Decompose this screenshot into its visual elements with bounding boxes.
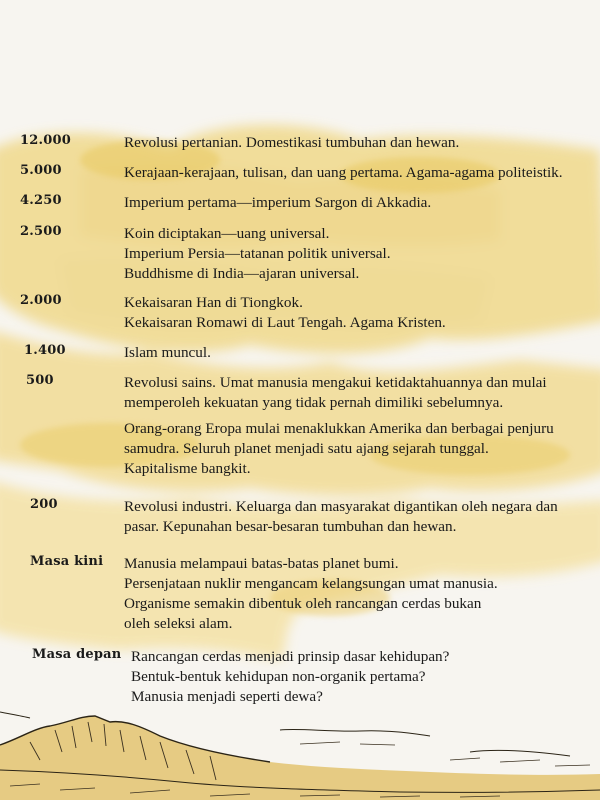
description-paragraph	[124, 224, 596, 284]
timeline-description	[124, 373, 596, 479]
description-paragraph	[124, 193, 596, 213]
description-paragraph	[124, 163, 596, 183]
description-line: Bentuk-bentuk kehidupan non-organik pertama?	[131, 668, 426, 685]
description-line: Imperium pertama—imperium Sargon di Akkadia.	[124, 194, 432, 211]
description-line: Buddhisme di India—ajaran universal.	[124, 265, 360, 282]
timeline-year: 12.000	[20, 133, 71, 148]
timeline-description	[124, 497, 596, 537]
description-paragraph	[131, 647, 600, 707]
timeline-year: Masa kini	[30, 554, 104, 569]
description-line: Organisme semakin dibentuk oleh rancangan cerdas bukan	[124, 595, 482, 612]
description-paragraph	[124, 419, 596, 479]
timeline-description	[124, 133, 596, 153]
description-paragraph	[124, 554, 596, 634]
description-paragraph	[124, 133, 596, 153]
description-line: Kapitalisme bangkit.	[124, 460, 251, 477]
timeline-description	[124, 293, 596, 333]
description-line: Imperium Persia—tatanan politik universal.	[124, 245, 391, 262]
timeline-year: 5.000	[20, 163, 62, 178]
description-line: Rancangan cerdas menjadi prinsip dasar kehidupan?	[131, 648, 450, 665]
description-paragraph	[124, 293, 596, 333]
timeline-description	[124, 163, 596, 183]
timeline-year: 2.000	[20, 293, 62, 308]
description-line: Koin diciptakan—uang universal.	[124, 225, 330, 242]
timeline-year: Masa depan	[32, 647, 122, 662]
description-line: Persenjataan nuklir mengancam kelangsungan umat manusia.	[124, 575, 498, 592]
description-line: Kekaisaran Romawi di Laut Tengah. Agama Kristen.	[124, 314, 446, 331]
description-line: Manusia melampaui batas-batas planet bumi.	[124, 555, 399, 572]
description-line: Orang-orang Eropa mulai menaklukkan Amerika dan berbagai penjuru	[124, 420, 554, 437]
description-line: Revolusi sains. Umat manusia mengakui ketidaktahuannya dan mulai	[124, 374, 547, 391]
description-line: samudra. Seluruh planet menjadi satu ajang sejarah tunggal.	[124, 440, 489, 457]
description-paragraph	[124, 373, 596, 413]
description-line: Islam muncul.	[124, 344, 211, 361]
timeline-description	[131, 647, 600, 707]
timeline-year: 1.400	[24, 343, 66, 358]
timeline-description	[124, 193, 596, 213]
timeline-description	[124, 554, 596, 634]
description-line: Kekaisaran Han di Tiongkok.	[124, 294, 303, 311]
timeline-year: 4.250	[20, 193, 62, 208]
description-line: Revolusi pertanian. Domestikasi tumbuhan dan hewan.	[124, 134, 460, 151]
timeline-description	[124, 343, 596, 363]
description-line: Revolusi industri. Keluarga dan masyarakat digantikan oleh negara dan	[124, 498, 558, 515]
timeline-year: 2.500	[20, 224, 62, 239]
description-paragraph	[124, 497, 596, 537]
description-paragraph	[124, 343, 596, 363]
description-line: Manusia menjadi seperti dewa?	[131, 688, 323, 705]
description-line: pasar. Kepunahan besar-besaran tumbuhan dan hewan.	[124, 518, 457, 535]
timeline-year: 500	[26, 373, 54, 388]
description-line: memperoleh kekuatan yang tidak pernah dimiliki sebelumnya.	[124, 394, 504, 411]
timeline-description	[124, 224, 596, 284]
description-line: oleh seleksi alam.	[124, 615, 233, 632]
timeline-year: 200	[30, 497, 58, 512]
description-line: Kerajaan-kerajaan, tulisan, dan uang pertama. Agama-agama politeistik.	[124, 164, 563, 181]
